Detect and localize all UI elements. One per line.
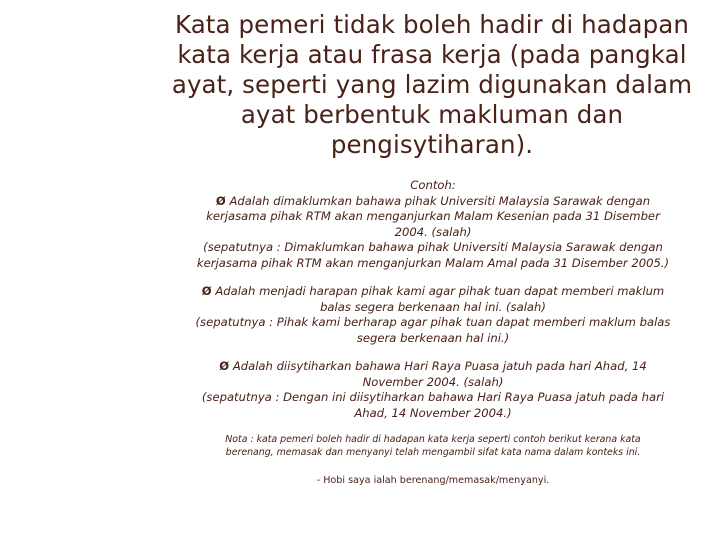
note-line: Nota : kata pemeri boleh hadir di hadapan kata kerja seperti contoh berikut kerana kata	[225, 434, 641, 445]
example-wrong-line: 2004. (salah)	[394, 224, 472, 239]
example-correct-line: (sepatutnya : Dengan ini diisytiharkan bahawa Hari Raya Puasa jatuh pada hari	[201, 390, 665, 404]
title-line: kata kerja atau frasa kerja (pada pangkal	[177, 40, 687, 69]
example-correct-line: (sepatutnya : Pihak kami berharap agar pihak tuan dapat memberi maklum balas	[195, 315, 671, 329]
note-line: berenang, memasak dan menyanyi telah mengambil sifat kata nama dalam konteks ini.	[225, 447, 641, 458]
arrow-bullet-icon: Ø	[201, 284, 212, 298]
contoh-heading: Contoh:	[410, 178, 456, 192]
example-block	[178, 284, 688, 346]
example-wrong-line: November 2004. (salah)	[362, 374, 504, 389]
example-block	[178, 359, 688, 421]
example-correct-line: segera berkenaan hal ini.)	[356, 330, 510, 345]
example-wrong-line: Ø Adalah diisytiharkan bahawa Hari Raya Puasa jatuh pada hari Ahad, 14	[219, 359, 647, 373]
example-wrong-line: balas segera berkenaan hal ini. (salah)	[320, 299, 546, 314]
example-sentence: - Hobi saya ialah berenang/memasak/menyanyi.	[316, 475, 550, 486]
example-correct-line: Ahad, 14 November 2004.)	[354, 405, 512, 420]
arrow-bullet-icon: Ø	[215, 193, 226, 208]
slide-body	[178, 178, 688, 487]
example-correct-line: (sepatutnya : Dimaklumkan bahawa pihak Universiti Malaysia Sarawak dengan	[203, 240, 663, 254]
example-block	[178, 194, 688, 272]
example-wrong-line: Ø Adalah menjadi harapan pihak kami agar pihak tuan dapat memberi maklum	[201, 284, 665, 298]
example-wrong-line: kerjasama pihak RTM akan menganjurkan Malam Kesenian pada 31 Disember	[206, 209, 660, 223]
title-line: ayat berbentuk makluman dan	[240, 100, 624, 129]
example-correct-line: kerjasama pihak RTM akan menganjurkan Malam Amal pada 31 Disember 2005.)	[196, 255, 670, 270]
arrow-bullet-icon: Ø	[219, 359, 230, 373]
title-line: Kata pemeri tidak boleh hadir di hadapan	[174, 10, 690, 39]
example-wrong-line: Ø Adalah dimaklumkan bahawa pihak Universiti Malaysia Sarawak dengan	[215, 193, 651, 208]
note	[178, 433, 688, 459]
title-line: ayat, seperti yang lazim digunakan dalam	[171, 70, 693, 99]
title-line: pengisytiharan).	[330, 130, 534, 159]
slide-title	[168, 10, 696, 160]
